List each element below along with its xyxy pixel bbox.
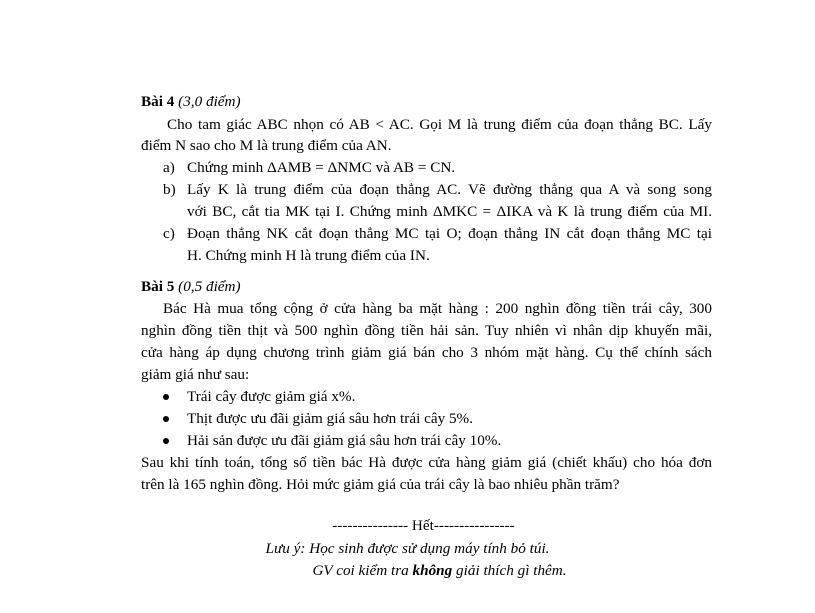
footer-note2-pre: GV coi kiểm tra [312,562,413,579]
footer-note2-bold: không [412,562,453,579]
bai5-para-line3: cửa hàng áp dụng chương trình giảm giá bán cho 3 nhóm mặt hàng. Cụ thể chính sách [141,344,712,361]
item-b-label: b) [163,181,176,198]
bullet-item-2: Thịt được ưu đãi giảm giá sâu hơn trái cây 5%. [187,410,473,427]
bai5-points: (0,5 điểm) [178,278,241,295]
item-a-label: a) [163,159,175,176]
bai5-para-line4: giảm giá như sau: [141,366,250,383]
item-c-line2: H. Chứng minh H là trung điểm của IN. [187,247,430,264]
footer-note1: Lưu ý: Học sinh được sử dụng máy tính bỏ túi. [265,540,550,557]
item-b-line2: với BC, cắt tia MK tại I. Chứng minh ΔMKC = ΔIKA và K là trung điểm của MI. [187,203,712,220]
bai5-para-line2: nghìn đồng tiền thịt và 500 nghìn đồng tiền hải sản. Tuy nhiên vì nhân dịp khuyến mãi, [141,322,712,339]
bullet-dot-2 [163,416,169,422]
bullet-item-3: Hải sản được ưu đãi giảm giá sâu hơn trái cây 10%. [187,432,502,449]
bullet-item-1: Trái cây được giảm giá x%. [187,388,356,405]
footer-note2-post: giải thích gì thêm. [452,562,567,579]
item-b-line1: Lấy K là trung điểm của đoạn thẳng AC. Vẽ đường thẳng qua A và song song [187,181,712,198]
bullet-dot-1 [163,394,169,400]
footer-note2 [0,561,815,581]
bai5-closing-line1: Sau khi tính toán, tổng số tiền bác Hà được cửa hàng giảm giá (chiết khấu) cho hóa đơn [141,454,712,471]
bai4-header [141,92,241,112]
item-c-line1: Đoạn thẳng NK cắt đoạn thẳng MC tại O; đoạn thẳng IN cắt đoạn thẳng MC tại [187,225,712,242]
item-c-label: c) [163,225,175,242]
end-marker: --------------- Hết---------------- [332,517,515,534]
bai5-para-line1: Bác Hà mua tổng cộng ở cửa hàng ba mặt hàng : 200 nghìn đồng tiền trái cây, 300 [163,300,712,317]
bai4-heading: Bài 4 [141,93,175,110]
bai4-intro-line1: Cho tam giác ABC nhọn có AB < AC. Gọi M là trung điểm của đoạn thẳng BC. Lấy [167,116,712,133]
bai5-header [141,277,241,297]
bai4-intro-line2: điểm N sao cho M là trung điểm của AN. [141,137,392,154]
bai4-points: (3,0 điểm) [178,93,241,110]
item-a-line1: Chứng minh ΔAMB = ΔNMC và AB = CN. [187,159,456,176]
bullet-dot-3 [163,438,169,444]
bai5-heading: Bài 5 [141,278,175,295]
bai5-closing-line2: trên là 165 nghìn đồng. Hỏi mức giảm giá của trái cây là bao nhiêu phần trăm? [141,476,620,493]
